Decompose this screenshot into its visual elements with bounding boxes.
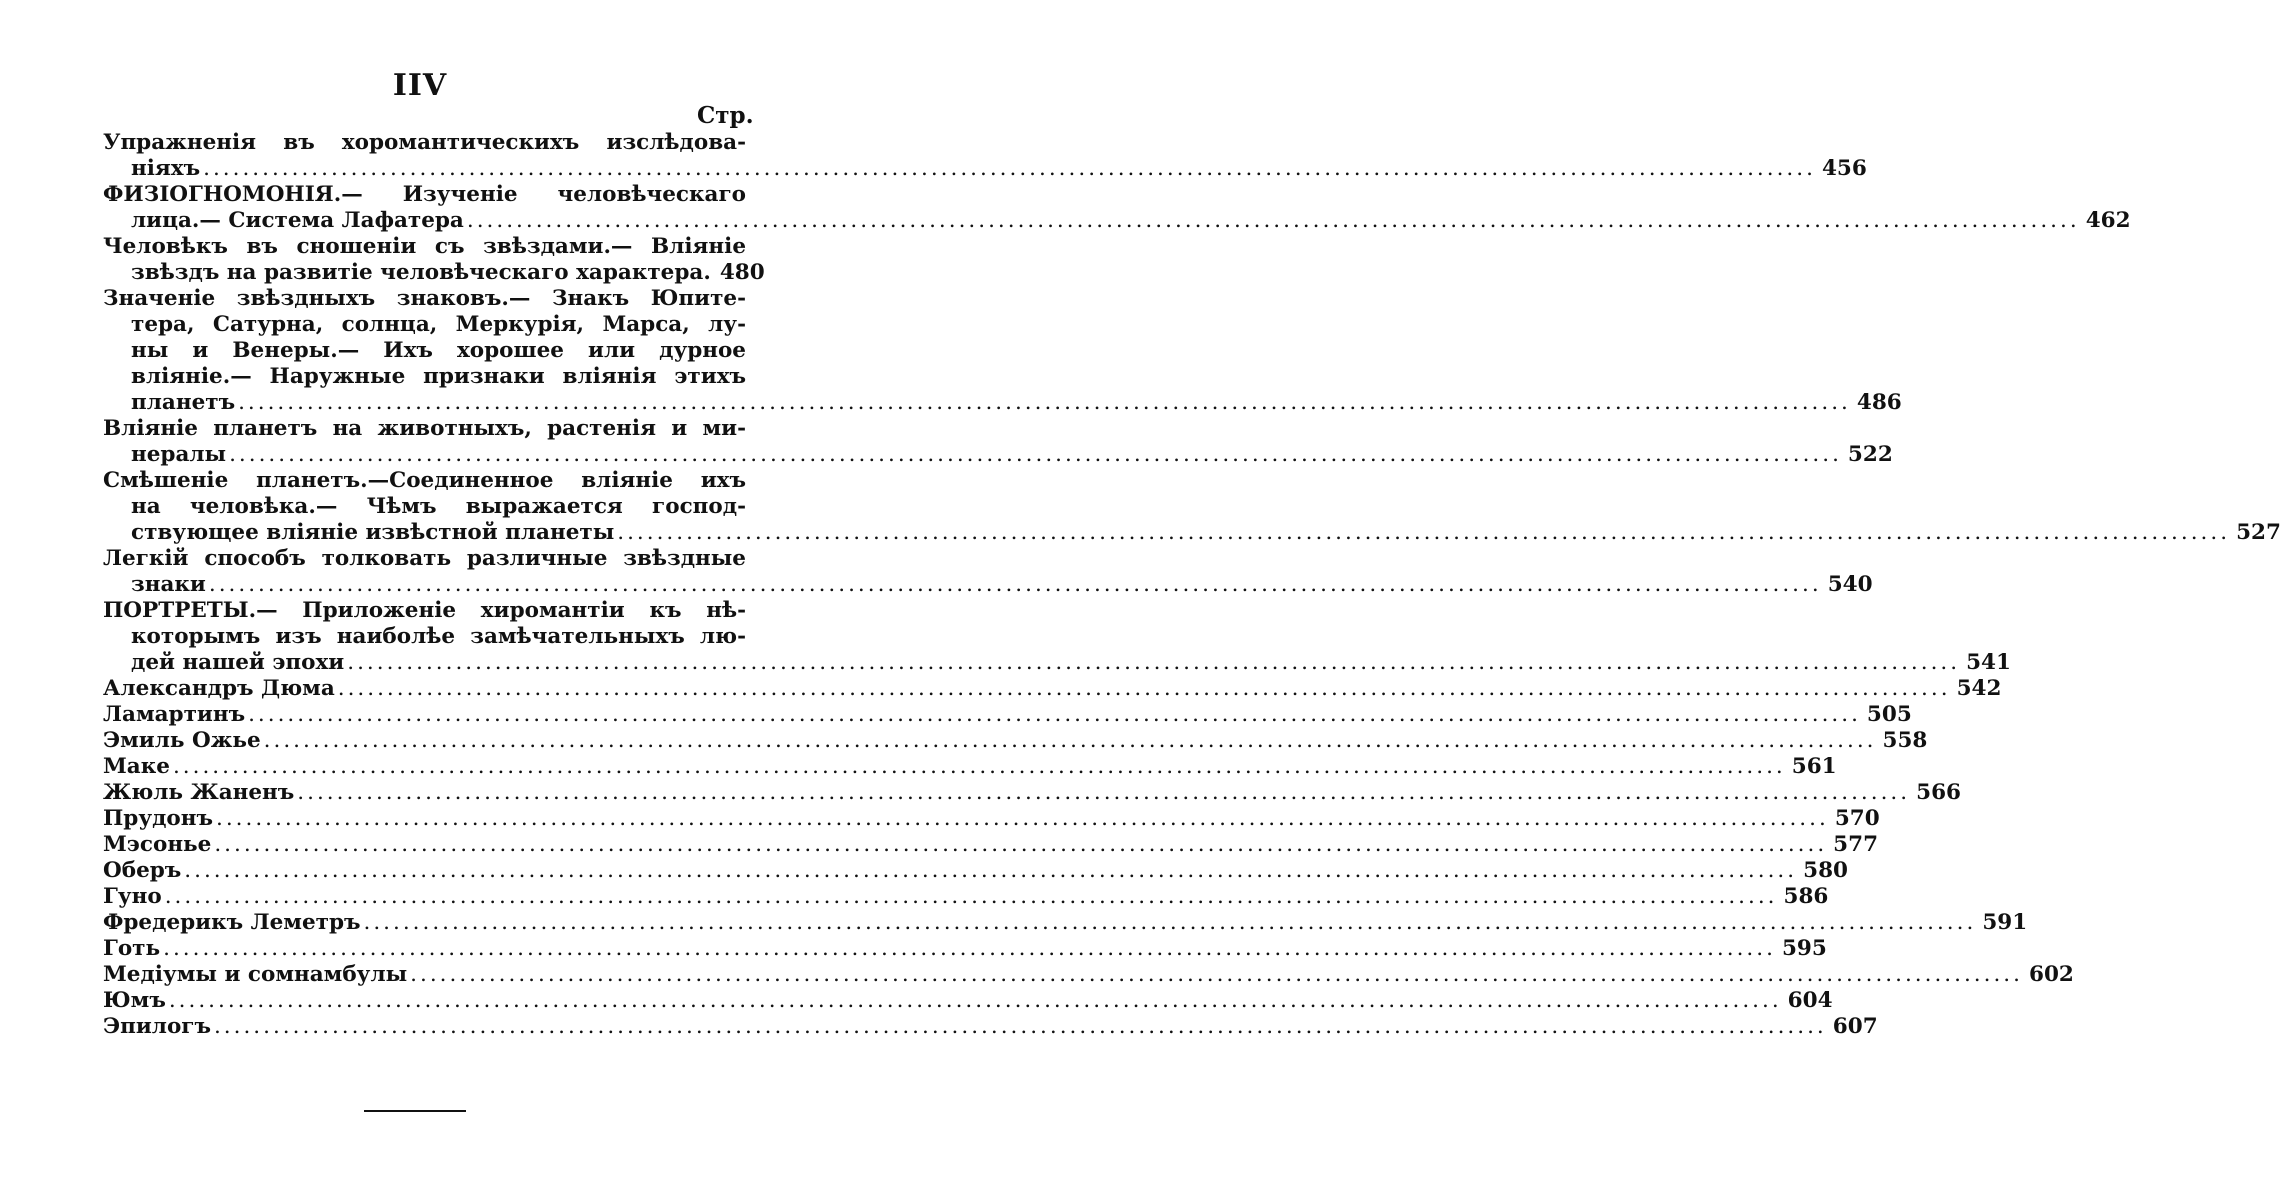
toc-page-number: 522	[1847, 442, 1893, 467]
toc-entry	[103, 910, 2028, 936]
dot-leader	[364, 910, 1977, 936]
toc-entry	[103, 884, 1829, 910]
dot-leader	[347, 650, 1960, 676]
toc-entry-title: дей нашей эпохи	[131, 650, 345, 675]
toc-entry-line: тера, Сатурна, солнца, Меркурія, Марса, лу-	[131, 312, 746, 337]
toc-entry	[103, 130, 1867, 182]
toc-entry-last-line	[103, 1014, 1878, 1040]
toc-page-number: 542	[1956, 676, 2002, 701]
pages-column-label: Стр.	[697, 102, 754, 129]
toc-entry-title: Готь	[103, 936, 161, 961]
dot-leader	[264, 728, 1877, 754]
toc-page-number: 456	[1821, 156, 1867, 181]
toc-entry	[103, 546, 1873, 598]
toc-entry	[103, 936, 1827, 962]
toc-entry-line: на человѣка.— Чѣмъ выражается господ-	[131, 494, 746, 519]
toc-entry-last-line	[103, 728, 1928, 754]
toc-page-number: 561	[1791, 754, 1837, 779]
toc-entry	[103, 286, 1902, 416]
toc-entry-last-line	[103, 442, 1893, 468]
toc-page-number: 577	[1833, 832, 1879, 857]
toc-entry-title: ніяхъ	[131, 156, 201, 181]
toc-entry-line: ны и Венеры.— Ихъ хорошее или дурное	[131, 338, 746, 363]
dot-leader	[165, 884, 1778, 910]
dot-leader	[163, 936, 1776, 962]
toc-entry-line: ПОРТРЕТЫ.— Приложеніе хиромантіи къ нѣ-	[103, 598, 746, 623]
toc-entry	[103, 598, 2011, 676]
toc-entry	[103, 858, 1848, 884]
toc-entry-title: Юмъ	[103, 988, 166, 1013]
toc-page-number: 505	[1866, 702, 1912, 727]
toc-page-number: 570	[1834, 806, 1880, 831]
toc-entry	[103, 832, 1879, 858]
toc-entry	[103, 988, 1833, 1014]
toc-entry-last-line	[103, 208, 2131, 234]
page-number: IIV	[392, 68, 448, 103]
toc-entry-title: Эмиль Ожье	[103, 728, 261, 753]
toc-page-number: 595	[1781, 936, 1827, 961]
toc-entry-title: Фредерикъ Леметръ	[103, 910, 361, 935]
toc-entry	[103, 676, 2002, 702]
dot-leader	[410, 962, 2023, 988]
toc-page-number: 541	[1966, 650, 2011, 675]
toc-entry-last-line	[103, 858, 1848, 884]
toc-page-number: 527	[2236, 520, 2281, 545]
toc-entry	[103, 780, 1961, 806]
dot-leader	[467, 208, 2080, 234]
toc-entry-last-line	[103, 884, 1829, 910]
toc-entry-line: Значеніе звѣздныхъ знаковъ.— Знакъ Юпите-	[103, 286, 746, 311]
toc-entry	[103, 728, 1928, 754]
toc-entry-title: Александръ Дюма	[103, 676, 335, 701]
toc-entry-last-line	[103, 780, 1961, 806]
toc-page-number: 602	[2028, 962, 2074, 987]
toc-entry-last-line	[103, 962, 2074, 988]
toc-entry-line: Вліяніе планетъ на животныхъ, растенія и ми-	[103, 416, 746, 441]
toc-page-number: 480	[719, 260, 765, 285]
toc-page-number: 486	[1856, 390, 1902, 415]
toc-entry	[103, 754, 1837, 780]
toc-entry-title: Маке	[103, 754, 170, 779]
dot-leader	[216, 806, 1829, 832]
toc-entry-title: ствующее вліяніе извѣстной планеты	[131, 520, 615, 545]
toc-entry-line: Человѣкъ въ сношеніи съ звѣздами.— Вліяніе	[103, 234, 746, 259]
toc-page-number: 566	[1916, 780, 1961, 805]
dot-leader	[248, 702, 1861, 728]
dot-leader	[209, 572, 1822, 598]
dot-leader	[297, 780, 1910, 806]
toc-entry-title: Оберъ	[103, 858, 182, 883]
toc-entry-title: планетъ	[131, 390, 236, 415]
toc-entry-last-line	[103, 650, 2011, 676]
toc-page-number: 462	[2085, 208, 2131, 233]
toc-entry-line: ФИЗІОГНОМОНІЯ.— Изученіе человѣческаго	[103, 182, 746, 207]
toc-page-number: 607	[1832, 1014, 1878, 1039]
dot-leader	[214, 832, 1827, 858]
toc-page-number: 580	[1803, 858, 1848, 883]
toc-entry-last-line	[103, 936, 1827, 962]
toc-page-number: 558	[1882, 728, 1928, 753]
dot-leader	[184, 858, 1797, 884]
toc-entry-last-line	[103, 156, 1867, 182]
toc-page-number: 540	[1827, 572, 1873, 597]
toc-entry-last-line	[103, 806, 1880, 832]
toc-entry-title: нералы	[131, 442, 227, 467]
toc-entry-line: Легкій способъ толковать различные звѣздные	[103, 546, 746, 571]
dot-leader	[238, 390, 1851, 416]
toc-entry-title: Гуно	[103, 884, 162, 909]
dot-leader	[229, 442, 1842, 468]
toc-entry-line: Смѣшеніе планетъ.—Соединенное вліяніе ихъ	[103, 468, 746, 493]
toc-entry-last-line	[103, 520, 2281, 546]
toc-entry	[103, 416, 1893, 468]
toc-page-number: 591	[1982, 910, 2028, 935]
toc-entry-title: знаки	[131, 572, 206, 597]
toc-page-number: 604	[1787, 988, 1833, 1013]
toc-entry-title: лица.— Система Лафатера	[131, 208, 464, 233]
toc-entry-last-line	[103, 754, 1837, 780]
toc-entry-title: Мэсонье	[103, 832, 212, 857]
toc-entry-last-line	[103, 702, 1912, 728]
toc-entry	[103, 468, 2281, 546]
dot-leader	[214, 1014, 1827, 1040]
toc-entry-title: Прудонъ	[103, 806, 213, 831]
toc-entry	[103, 1014, 1878, 1040]
toc-entry-last-line	[103, 910, 2028, 936]
toc-entry-line: которымъ изъ наиболѣе замѣчательныхъ лю-	[131, 624, 746, 649]
toc-entry	[103, 806, 1880, 832]
toc-entry-last-line	[103, 390, 1902, 416]
toc-entry-title: звѣздъ на развитіе человѣческаго характера.	[131, 260, 711, 285]
toc-entry-last-line	[103, 676, 2002, 702]
dot-leader	[617, 520, 2230, 546]
dot-leader	[169, 988, 1782, 1014]
toc-entry	[103, 234, 765, 286]
dot-leader	[173, 754, 1786, 780]
toc-entry-last-line	[103, 260, 765, 286]
toc-entry-title: Медіумы и сомнамбулы	[103, 962, 408, 987]
toc-entry	[103, 182, 2131, 234]
toc-entry-last-line	[103, 832, 1879, 858]
toc-entry	[103, 702, 1912, 728]
toc-entry-title: Эпилогъ	[103, 1014, 211, 1039]
table-of-contents	[103, 130, 2281, 1040]
dot-leader	[338, 676, 1951, 702]
toc-page-number: 586	[1783, 884, 1829, 909]
toc-entry-last-line	[103, 988, 1833, 1014]
toc-entry-last-line	[103, 572, 1873, 598]
toc-entry-title: Жюль Жаненъ	[103, 780, 295, 805]
toc-entry-title: Ламартинъ	[103, 702, 246, 727]
dot-leader	[203, 156, 1816, 182]
toc-entry-line: Упражненія въ хоромантическихъ изслѣдова-	[103, 130, 746, 155]
closing-rule	[364, 1110, 466, 1112]
toc-entry-line: вліяніе.— Наружные признаки вліянія этихъ	[131, 364, 746, 389]
toc-entry	[103, 962, 2074, 988]
